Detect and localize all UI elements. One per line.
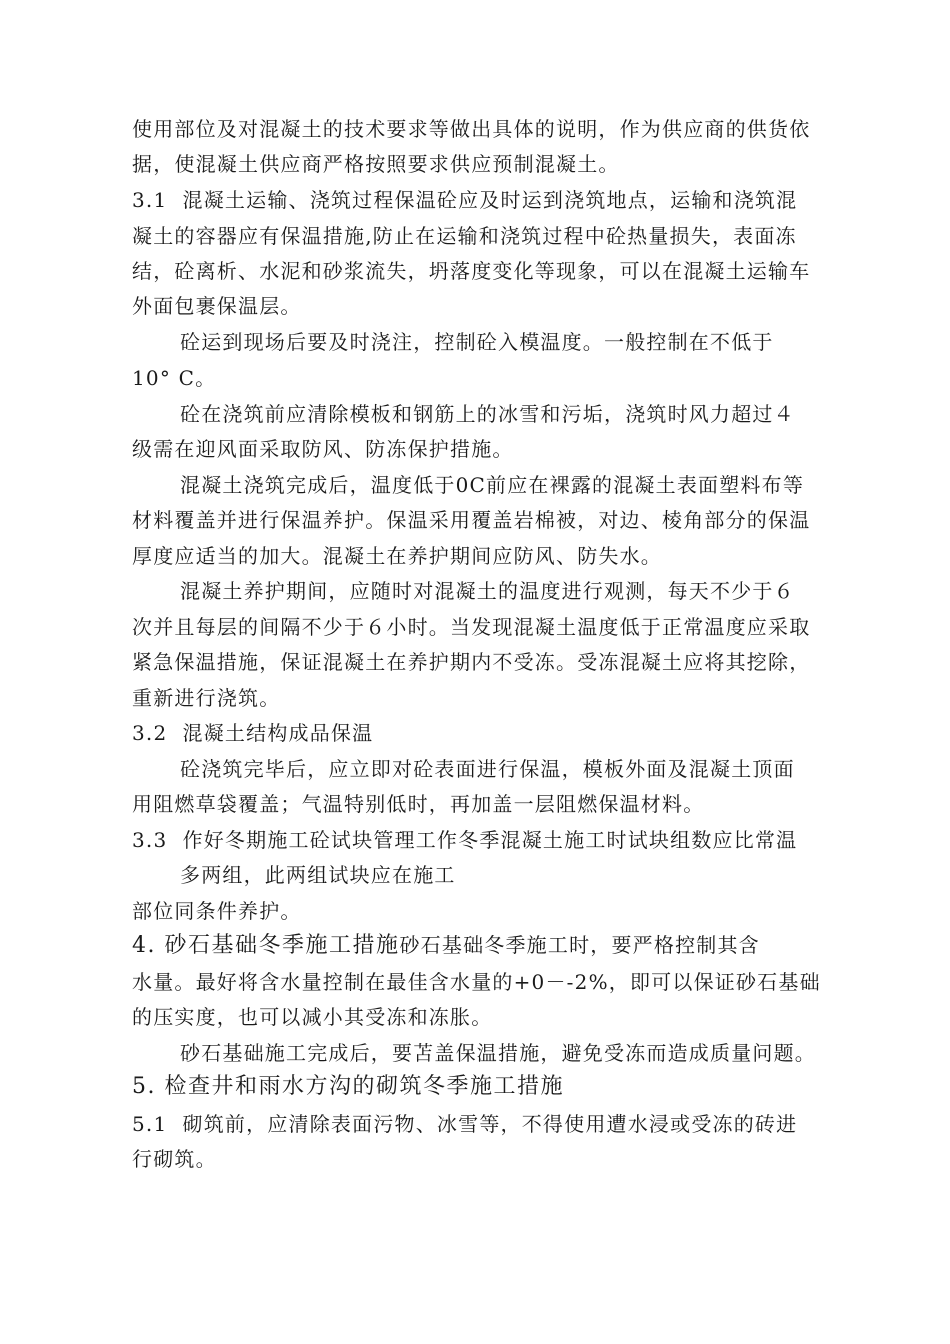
text-line: 的压实度，也可以减小其受冻和冻胀。 — [132, 1005, 493, 1029]
text-line: 使用部位及对混凝土的技术要求等做出具体的说明，作为供应商的供货依 — [132, 117, 811, 141]
text-line: 水量。最好将含水量控制在最佳含水量的+0－-2%，即可以保证砂石基础 — [132, 970, 821, 994]
section-3-2: 3.2 混凝土结构成品保温 — [132, 721, 374, 745]
text-line: 据，使混凝土供应商严格按照要求供应预制混凝土。 — [132, 152, 620, 176]
text-line: 凝土的容器应有保温措施,防止在运输和浇筑过程中砼热量损失，表面冻 — [132, 224, 797, 248]
text-line: 10° C。 — [132, 366, 217, 390]
section-3-3: 3.3 作好冬期施工砼试块管理工作冬季混凝土施工时试块组数应比常温 — [132, 828, 798, 852]
text-line: 结，砼离析、水泥和砂浆流失，坍落度变化等现象，可以在混凝土运输车 — [132, 259, 811, 283]
text-line: 砼浇筑完毕后，应立即对砼表面进行保温，模板外面及混凝土顶面 — [180, 757, 795, 781]
heading-4: 4. 砂石基础冬季施工措施 — [132, 933, 400, 958]
section-4-text: 砂石基础冬季施工时，要严格控制其含 — [399, 933, 760, 957]
text-line: 次并且每层的间隔不少于６小时。当发现混凝土温度低于正常温度应采取 — [132, 615, 811, 639]
text-line: 混凝土浇筑完成后，温度低于0C前应在裸露的混凝土表面塑料布等 — [180, 473, 805, 497]
text-line: 重新进行浇筑。 — [132, 686, 281, 710]
text-line: 多两组，此两组试块应在施工 — [180, 863, 456, 887]
text-line: 级需在迎风面采取防风、防冻保护措施。 — [132, 437, 514, 461]
text-line: 部位同条件养护。 — [132, 899, 302, 923]
text-line: 砼运到现场后要及时浇注，控制砼入模温度。一般控制在不低于 — [180, 330, 774, 354]
text-line: 紧急保温措施，保证混凝土在养护期内不受冻。受冻混凝土应将其挖除， — [132, 650, 811, 674]
text-line: 厚度应适当的加大。混凝土在养护期间应防风、防失水。 — [132, 544, 662, 568]
text-line: 砂石基础施工完成后，要苫盖保温措施，避免受冻而造成质量问题。 — [180, 1041, 816, 1065]
text-line: 外面包裹保温层。 — [132, 294, 302, 318]
section-4-line — [132, 932, 760, 959]
text-line: 行砌筑。 — [132, 1147, 217, 1171]
text-line: 用阻燃草袋覆盖；气温特别低时，再加盖一层阻燃保温材料。 — [132, 792, 705, 816]
section-5-1: 5.1 砌筑前，应清除表面污物、冰雪等，不得使用遭水浸或受冻的砖进 — [132, 1112, 798, 1136]
text-line: 混凝土养护期间，应随时对混凝土的温度进行观测，每天不少于６ — [180, 579, 795, 603]
section-3-1: 3.1 混凝土运输、浇筑过程保温砼应及时运到浇筑地点，运输和浇筑混 — [132, 188, 798, 212]
text-line: 材料覆盖并进行保温养护。保温采用覆盖岩棉被，对边、棱角部分的保温 — [132, 508, 811, 532]
heading-5: 5. 检查井和雨水方沟的砌筑冬季施工措施 — [132, 1074, 564, 1099]
text-line: 砼在浇筑前应清除模板和钢筋上的冰雪和污垢，浇筑时风力超过４ — [180, 402, 795, 426]
